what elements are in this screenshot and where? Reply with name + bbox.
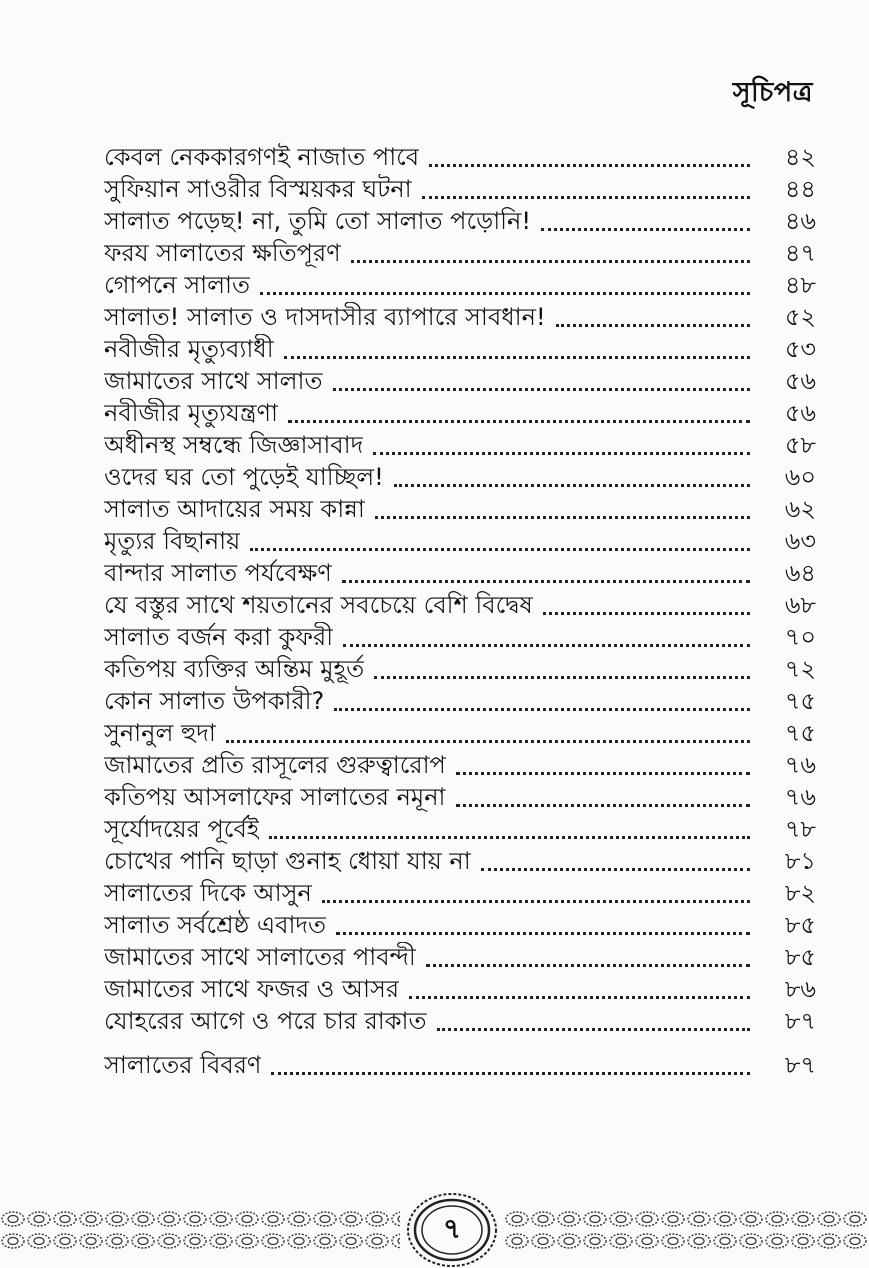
dot-leader (351, 260, 750, 263)
toc-entry (104, 780, 816, 812)
page-header-title: সূচিপত্র (732, 77, 813, 108)
toc-entry-title: ওদের ঘর তো পুড়েই যাচ্ছিল! (104, 463, 384, 491)
toc-entry (104, 940, 816, 972)
toc-entry-page: ৭৫ (784, 719, 816, 747)
dot-leader (556, 324, 750, 327)
dot-leader (250, 548, 750, 551)
toc-entry (104, 172, 816, 204)
toc-entry (104, 716, 816, 748)
toc-entry-title: সালাত বর্জন করা কুফরী (104, 623, 334, 651)
dot-leader (541, 228, 750, 231)
toc-entry-page: ৫৬ (784, 399, 816, 427)
toc-entry-title: সালাতের দিকে আসুন (104, 879, 312, 907)
dot-leader (226, 740, 750, 743)
toc-entry-page: ৬৮ (784, 591, 816, 619)
toc-entry-page: ৭০ (784, 623, 816, 651)
dot-leader (394, 484, 750, 487)
toc-entry-page: ৬৩ (784, 527, 816, 555)
toc-entry-page: ৮৫ (784, 911, 816, 939)
toc-entry-page: ৪৭ (784, 239, 816, 267)
toc-entry-page: ৫৮ (784, 431, 816, 459)
toc-entry-title: গোপনে সালাত (104, 271, 250, 299)
toc-entry-title: নবীজীর মৃত্যুব্যাধী (104, 335, 274, 363)
toc-entry-page: ৮২ (784, 879, 816, 907)
dot-leader (375, 516, 750, 519)
toc-entry (104, 908, 816, 940)
toc-entry-title: কোন সালাত উপকারী? (104, 687, 325, 715)
dot-leader (343, 644, 750, 647)
toc-entry-title: সালাত! সালাত ও দাসদাসীর ব্যাপারে সাবধান! (104, 303, 546, 331)
toc-entry-title: মৃত্যুর বিছানায় (104, 527, 241, 555)
dot-leader (322, 900, 750, 903)
toc-entry (104, 460, 816, 492)
dot-leader (426, 964, 750, 967)
toc-entry (104, 396, 816, 428)
dot-leader (269, 836, 750, 839)
dot-leader (422, 196, 750, 199)
toc-entry-title: জামাতের প্রতি রাসূলের গুরুত্বারোপ (104, 751, 446, 779)
toc-entry-title: সুফিয়ান সাওরীর বিস্ময়কর ঘটনা (104, 175, 412, 203)
toc-entry-page: ৪৪ (784, 175, 816, 203)
toc-entry-page: ৬২ (784, 495, 816, 523)
toc-entry-page: ৪৮ (784, 271, 816, 299)
toc-entry-page: ৫৬ (784, 367, 816, 395)
toc-entry-page: ৮৭ (784, 1051, 816, 1079)
dot-leader (271, 1072, 750, 1075)
toc-entry-page: ৮৬ (784, 975, 816, 1003)
toc-entry (104, 300, 816, 332)
toc-entry-title: সুনানুল হুদা (104, 719, 216, 747)
toc-entry (104, 492, 816, 524)
toc-entry (104, 1048, 816, 1080)
toc-entry-title: বান্দার সালাত পর্যবেক্ষণ (104, 559, 332, 587)
toc-entry (104, 428, 816, 460)
ornamental-border-left (0, 1208, 400, 1252)
toc-entry-title: সালাত সর্বশ্রেষ্ঠ এবাদত (104, 911, 327, 939)
toc-entry-page: ৮৭ (784, 1007, 816, 1035)
toc-entry-page: ৪৬ (784, 207, 816, 235)
toc-entry (104, 588, 816, 620)
toc-entry (104, 620, 816, 652)
toc-entry-title: সালাত পড়েছ! না, তুমি তো সালাত পড়োনি! (104, 207, 531, 235)
toc-entry (104, 844, 816, 876)
ornamental-border-right (504, 1208, 869, 1252)
toc-entry-title: কতিপয় ব্যক্তির অন্তিম মুহূর্ত (104, 655, 365, 683)
toc-entry (104, 812, 816, 844)
toc-entry-page: ৫৩ (784, 335, 816, 363)
dot-leader (373, 452, 750, 455)
toc-entry (104, 556, 816, 588)
toc-entry-title: সালাত আদায়ের সময় কান্না (104, 495, 365, 523)
toc-entry-page: ৮১ (784, 847, 816, 875)
dot-leader (334, 708, 750, 711)
dot-leader (543, 612, 750, 615)
toc-entry-page: ৭২ (784, 655, 816, 683)
page-footer (0, 1190, 869, 1268)
toc-entry-page: ৫২ (784, 303, 816, 331)
toc-entry (104, 236, 816, 268)
dot-leader (333, 388, 751, 391)
toc-entry-page: ৭৬ (784, 783, 816, 811)
dot-leader (288, 420, 750, 423)
toc-entry (104, 332, 816, 364)
toc-entry-title: সালাতের বিবরণ (104, 1051, 262, 1079)
toc-entry-page: ৭৮ (784, 815, 816, 843)
toc-entry-page: ৪২ (784, 143, 816, 171)
dot-leader (284, 356, 750, 359)
toc-entry (104, 876, 816, 908)
dot-leader (437, 1028, 750, 1031)
toc-entry-page: ৭৬ (784, 751, 816, 779)
toc-entry-page: ৬৪ (784, 559, 816, 587)
dot-leader (336, 932, 750, 935)
toc-entry-title: জামাতের সাথে সালাত (104, 367, 323, 395)
toc-entry-page: ৭৫ (784, 687, 816, 715)
toc-entry-title: কেবল নেককারগণই নাজাত পাবে (104, 143, 420, 171)
toc-entry (104, 524, 816, 556)
toc-entry-page: ৮৫ (784, 943, 816, 971)
toc-entry-title: অধীনস্থ সম্বন্ধে জিজ্ঞাসাবাদ (104, 431, 364, 459)
toc-entry-title: নবীজীর মৃত্যুযন্ত্রণা (104, 399, 278, 427)
dot-leader (342, 580, 750, 583)
toc-entry-title: যে বস্তুর সাথে শয়তানের সবচেয়ে বেশি বিদ্বেষ (104, 591, 533, 619)
table-of-contents (104, 140, 816, 1080)
dot-leader (456, 804, 750, 807)
toc-entry (104, 364, 816, 396)
dot-leader (456, 772, 750, 775)
dot-leader (481, 868, 750, 871)
toc-entry (104, 748, 816, 780)
dot-leader (260, 292, 750, 295)
toc-entry-title: কতিপয় আসলাফের সালাতের নমূনা (104, 783, 446, 811)
toc-entry (104, 204, 816, 236)
toc-entry-title: ফরয সালাতের ক্ষতিপূরণ (104, 239, 341, 267)
page-number: ৭ (442, 1212, 462, 1245)
toc-entry-title: জামাতের সাথে ফজর ও আসর (104, 975, 400, 1003)
toc-entry (104, 652, 816, 684)
toc-entry (104, 140, 816, 172)
toc-entry-title: সূর্যোদয়ের পূর্বেই (104, 815, 260, 843)
toc-entry-page: ৬০ (784, 463, 816, 491)
dot-leader (374, 676, 750, 679)
toc-entry (104, 268, 816, 300)
toc-entry-title: জামাতের সাথে সালাতের পাবন্দী (104, 943, 416, 971)
dot-leader (409, 996, 750, 999)
toc-entry (104, 684, 816, 716)
toc-entry (104, 1004, 816, 1036)
toc-entry-title: যোহরের আগে ও পরে চার রাকাত (104, 1007, 427, 1035)
toc-entry (104, 972, 816, 1004)
dot-leader (429, 164, 750, 167)
toc-entry-title: চোখের পানি ছাড়া গুনাহ ধোয়া যায় না (104, 847, 471, 875)
